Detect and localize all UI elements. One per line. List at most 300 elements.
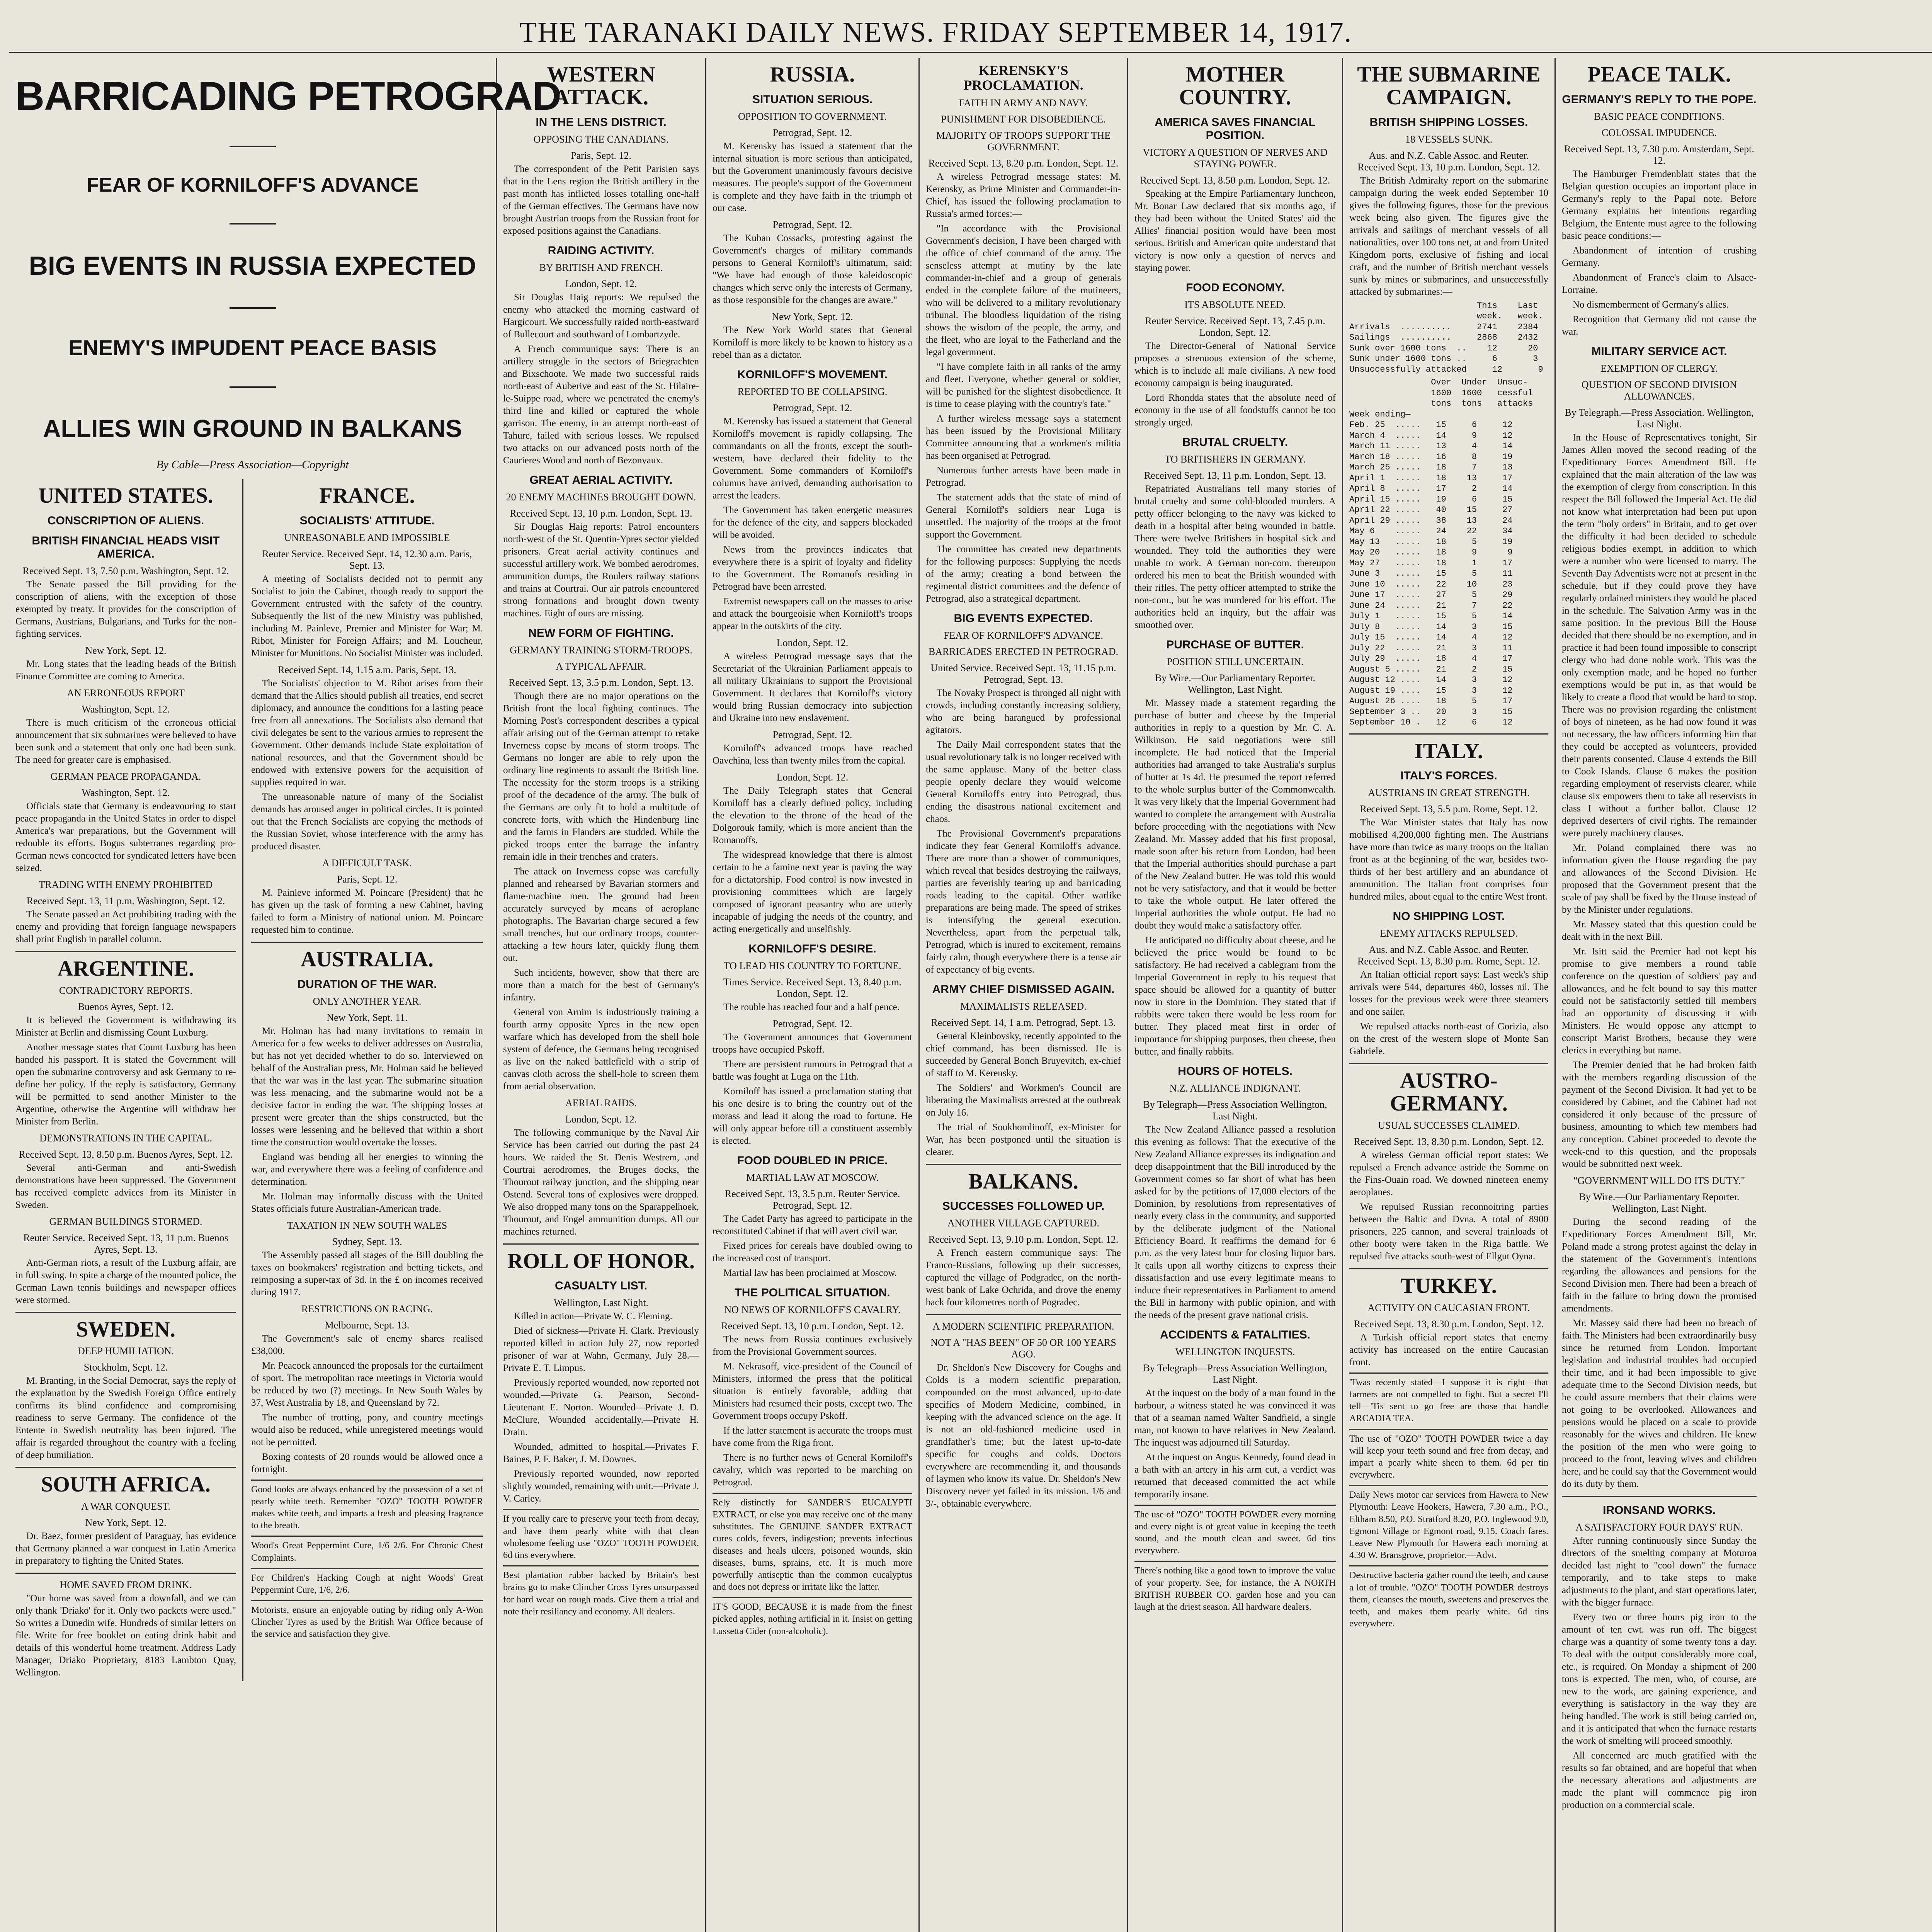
article-text: Sir Douglas Haig reports: We repulsed the enemy who attacked the morning eastward of Hargicourt. We successfully raided north-eastward of Bullecourt and southward of Lombartzyde.: [503, 292, 699, 340]
article-text: The Kuban Cossacks, protesting against the Government's charges of military commands persons to General Korniloff's ultimatum, said: "We have had enough of those kaleidoscopic changes which serve only the interests of Germany, as those responsible for the changes are aware.": [713, 233, 912, 305]
subhead: ARMY CHIEF DISMISSED AGAIN.: [932, 983, 1115, 996]
article-text: The Cadet Party has agreed to participate in the reconstituted Cabinet if that will avert civil war.: [713, 1213, 912, 1236]
dateline: Received Sept. 13, 8.20 p.m. London, Sept. 12.: [928, 157, 1119, 169]
article-text: We repulsed attacks north-east of Gorizia, also on the crest of the western slope of Monte San Gabriele.: [1349, 1021, 1548, 1057]
subhead: BRITISH SHIPPING LOSSES.: [1369, 116, 1528, 129]
divider: [15, 1467, 236, 1468]
article-text: Mr. Poland complained there was no information given the House regarding the pay and allowances of the Second Division. He proposed that the Government present that the scale of pay shall be fixed by the House instead of by the Minister under regulations.: [1562, 842, 1757, 915]
dateline: Received Sept. 13, 10 p.m. London, Sept. 13.: [510, 507, 692, 519]
advertisement: Best plantation rubber backed by Britain's best brains go to make Clincher Cross Tyres unsurpassed for hard wear on rough roads. Give them a trial and note their resiliancy and economy. All dealers.: [503, 1565, 699, 1618]
subhead: ONLY ANOTHER YEAR.: [313, 995, 422, 1007]
subhead: A TYPICAL AFFAIR.: [556, 660, 646, 672]
article-text: Killed in action—Private W. C. Fleming.: [514, 1311, 672, 1322]
dateline: Buenos Ayres, Sept. 12.: [78, 1001, 174, 1012]
article-text: Wounded, admitted to hospital.—Privates F. Baines, P. F. Baker, J. M. Downes.: [503, 1442, 699, 1465]
divider: [230, 223, 276, 224]
dateline: Sydney, Sept. 13.: [332, 1236, 402, 1247]
article-text: The Senate passed the Bill providing for the conscription of aliens, with the exception of those exempted by treaty. It provides for the conscription of Germans, Austrians, Bulgarians, and Turks for the non-fighting services.: [15, 579, 236, 639]
dateline: Received Sept. 13, 11 p.m. London, Sept. 13.: [1144, 469, 1327, 481]
section-head: FRANCE.: [319, 484, 415, 508]
ad-head: HOME SAVED FROM DRINK.: [60, 1579, 192, 1591]
subhead: AUSTRIANS IN GREAT STRENGTH.: [1368, 787, 1530, 799]
column-russia: [706, 58, 920, 1932]
advertisement: Good looks are always enhanced by the possession of a set of pearly white teeth. Remember "OZO" TOOTH POWDER makes white teeth, and imparts a fresh and pleasing fragrance to the breath.: [251, 1480, 483, 1532]
subhead: FEAR OF KORNILOFF'S ADVANCE.: [943, 629, 1104, 641]
article-text: Lord Rhondda states that the absolute need of economy in the use of all foodstuffs cannot be too strongly urged.: [1134, 392, 1336, 428]
article-text: An Italian official report says: Last week's ship arrivals were 544, departures 460, losses nil. The losses for the previous week were three steamers and one sailer.: [1349, 969, 1548, 1017]
divider: [926, 1164, 1121, 1165]
subhead: IRONSAND WORKS.: [1603, 1503, 1716, 1517]
dateline: Received Sept. 13, 10 p.m. London, Sept. 12.: [721, 1320, 904, 1332]
article-text: The correspondent of the Petit Parisien says that in the Lens region the British artillery in the past month has inflicted losses totalling one-half of the German effectives. The Germans have now brought Austrian troops from the Russian front for exposed positions against the Canadians.: [503, 163, 699, 236]
dateline: Wellington, Last Night.: [554, 1297, 648, 1309]
article-text: Previously reported wounded, now reported slightly wounded, remaining with unit.—Private J. V. Carley.: [503, 1469, 699, 1504]
dateline: Reuter Service. Received Sept. 13, 7.45 p.m. London, Sept. 12.: [1145, 315, 1325, 338]
section-head: ITALY.: [1415, 739, 1483, 763]
section-head: SOUTH AFRICA.: [41, 1473, 211, 1497]
dateline: Petrograd, Sept. 12.: [772, 729, 852, 740]
subhead: BARRICADES ERECTED IN PETROGRAD.: [928, 646, 1119, 657]
column-lead: [9, 58, 561, 1932]
article-text: Extremist newspapers call on the masses to arise and attack the bourgeoisie when Korniloff's troops appear in the outskirts of the city.: [713, 596, 912, 631]
divider: [15, 1312, 236, 1313]
divider: [230, 386, 276, 388]
subhead: FAITH IN ARMY AND NAVY.: [959, 97, 1088, 109]
article-text: Another message states that Count Luxburg has been handed his passport. It is stated the Government will open the submarine controversy and ask Germany to re-define her policy. If the reply is satisfactory, Germany will be permitted to send another Minister to the Argentine, otherwise the Argentine will withdraw her Minister from Berlin.: [15, 1042, 236, 1127]
subhead: NO NEWS OF KORNILOFF'S CAVALRY.: [724, 1304, 901, 1315]
lead-subhead-3: ENEMY'S IMPUDENT PEACE BASIS: [68, 335, 437, 360]
advertisement: Dr. Sheldon's New Discovery for Coughs and Colds is a modern scientific preparation, compounded on the most advanced, up-to-date specifics of Modern Medicine, combined, in keeping with the advanced science on the age. It is not an old-fashioned medicine used in grandfather's time; but the latest up-to-date specific for coughs and colds. Doctors everywhere are recommending it, and thousands of laymen who know its value. Dr. Sheldon's New Discovery never yet failed in its mission. 1/6 and 3/-, obtainable everywhere.: [926, 1362, 1121, 1509]
ad-head: A MODERN SCIENTIFIC PREPARATION.: [932, 1321, 1114, 1332]
divider: [230, 307, 276, 309]
subhead: BY BRITISH AND FRENCH.: [539, 262, 663, 273]
subhead: KORNILOFF'S MOVEMENT.: [737, 368, 888, 381]
column-submarine-campaign: [1343, 58, 1556, 1932]
column-peace-talk: [1556, 58, 1763, 1932]
article-text: Though there are no major operations on the British front the local fighting continues. The Morning Post's correspondent describes a typical affair arising out of the German attempt to retake Inverness copse by means of storm troops. The Germans no longer are able to rely upon the ordinary line regiments to assault the British line. The necessity for the storm troops is a striking proof of the decadence of the army. The bulk of the Germans are only fit to hold a multitude of concrete forts, with which the Hindenburg line and the farms in Flanders are studded. While the picked troops enter the barrage the infantry remain idle in their trenches and craters.: [503, 690, 699, 862]
divider: [503, 1243, 699, 1245]
article-text: During the second reading of the Expeditionary Forces Amendment Bill, Mr. Poland made a strong protest against the delay in the statement of the Government's intentions regarding the allowances and pensions for the Second Division men. There had been a breach of faith in the failure to bring down the promised amendments.: [1562, 1216, 1757, 1314]
article-text: General Kleinbovsky, recently appointed to the chief command, has been dismissed. He is succeeded by General Bonch Bruyevitch, ex-chief of staff to M. Kerensky.: [926, 1031, 1121, 1078]
dateline: New York, Sept. 11.: [327, 1012, 408, 1023]
article-text: Mr. Holman may informally discuss with the United States officials future Australian-American trade.: [251, 1191, 483, 1214]
lead-subcolumns: [15, 479, 490, 1681]
article-text: There is much criticism of the erroneous official announcement that six submarines were believed to have been sunk and a statement that only one had been sunk. The need for greater care is emphasised.: [15, 717, 236, 765]
article-text: All concerned are much gratified with the results so far obtained, and are hopeful that when the necessary alterations and adjustments are made the plant will commence pig iron production on a commercial scale.: [1562, 1750, 1757, 1810]
dateline: London, Sept. 12.: [776, 771, 849, 783]
weekly-losses-table: Over Under Unsuc- 1600 1600 cessful tons tons attacks Week ending— Feb. 25 ..... 15 6 12 March 4 ..... 14 9 12 March 11 ..... 13 4 14 March 18 ..... 16 8 19 March 25 ..... 18 7 13 April 1 ..... 18 13 17 April 8 ..... 17 2 14 April 15 ..... 19 6 15 April 22 ..... 40 15 27 April 29 ..... 38 13 24 May 6 ..... 24 22 34 May 13 ..... 18 5 19 May 20 ..... 18 9 9 May 27 ..... 18 1 17 June 3 ..... 15 5 11 June 10 ..... 22 10 23 June 17 ..... 27 5 29 June 24 ..... 21 7 22 July 1 ..... 15 5 14 July 8 ..... 14 3 15 July 15 ..... 14 4 12 July 22 ..... 21 3 11 July 29 ..... 18 4 17 August 5 ..... 21 2 15 August 12 .... 14 3 12 August 19 .... 15 3 12 August 26 .... 18 5 17 September 3 .. 20 3 15 September 10 . 12 6 12: [1349, 378, 1533, 728]
advertisement: Daily News motor car services from Hawera to New Plymouth: Leave Hookers, Hawera, 7.30 a.m., P.O., Eltham 8.50, P.O. Stratford 8.20, P.O. Inglewood 9.0, Egmont Village or Egmont road, 9.15. Coach fares. Leave New Plymouth for Hawera each morning at 4.30 W. Bransgrove, proprietor.—Advt.: [1349, 1485, 1548, 1561]
dateline: Melbourne, Sept. 13.: [325, 1319, 410, 1331]
section-head: AUSTRO-GERMANY.: [1390, 1069, 1508, 1116]
dateline: Reuter Service. Received Sept. 13, 11 p.m. Buenos Ayres, Sept. 13.: [23, 1232, 228, 1255]
article-text: England was bending all her energies to winning the war, and everywhere there was a feeling of confidence and determination.: [251, 1151, 483, 1187]
advertisement: The use of "OZO" TOOTH POWDER every morning and every night is of great value in keeping the teeth sound, and the mouth clean and sweet. 6d tins everywhere.: [1134, 1505, 1336, 1557]
dateline: London, Sept. 12.: [565, 1113, 637, 1125]
article-text: The Daily Telegraph states that General Korniloff has a clearly defined policy, including the elevation to the throne of the head of the Dolgorouk family, which is more ancient than the Romanoffs.: [713, 785, 912, 845]
subhead: MAJORITY OF TROOPS SUPPORT THE GOVERNMENT.: [936, 129, 1111, 153]
article-text: "I have complete faith in all ranks of the army and fleet. Everyone, whether general or soldier, will be punished for the slightest disobedience. It is time to cease playing with the country's fate.": [926, 361, 1121, 409]
dateline: Paris, Sept. 12.: [571, 150, 631, 161]
banner-headline: BARRICADING PETROGRAD: [15, 74, 561, 119]
article-text: Mr. Massey stated that this question could be dealt with in the next Bill.: [1562, 919, 1757, 942]
article-text: The statement adds that the state of mind of General Korniloff's soldiers near Luga is unsettled. The majority of the troops at the front support the Government.: [926, 492, 1121, 540]
subhead: 18 VESSELS SUNK.: [1405, 133, 1493, 145]
subhead: BRITISH FINANCIAL HEADS VISIT AMERICA.: [32, 534, 220, 560]
lead-subhead-4: ALLIES WIN GROUND IN BALKANS: [43, 415, 462, 442]
dateline: Received Sept. 13, 5.5 p.m. Rome, Sept. 12.: [1360, 803, 1538, 815]
article-text: A further wireless message says a statement has been issued by the Provisional Military Committee announcing that a workmen's militia has been organised at Petrograd.: [926, 413, 1121, 461]
article-text: The New Zealand Alliance passed a resolution this evening as follows: That the executive of the New Zealand Alliance expresses its indignation and deep disappointment that the Bill introduced by the Government comes so far short of what has been asked for by the petitions of 17,000 electors of the Dominion, by resolutions from representatives of nearly every class in the community, and supported by the deliberate judgment of the National Efficiency Board. It reaffirms the demand for 6 p.m. as the very latest hour for closing liquor bars. It calls upon all worthy citizens to express their dissatisfaction and use every legitimate means to induce their representatives in Parliament to amend the Bill in harmony with public opinion, and with the needs of the present grave national crisis.: [1134, 1124, 1336, 1320]
section-head: BALKANS.: [968, 1169, 1078, 1194]
dateline: Washington, Sept. 12.: [82, 703, 170, 715]
dateline: Petrograd, Sept. 12.: [772, 402, 852, 413]
dateline: Petrograd, Sept. 12.: [772, 219, 852, 230]
article-text: M. Branting, in the Social Democrat, says the reply of the explanation by the Swedish Foreign Office entirely confirms its blind confidence and compromising readiness to serve Germany. The confidence of the Entente in Swedish neutrality has been injured. The affair is regarded throughout the country with a feeling of deep humiliation.: [15, 1376, 236, 1461]
subhead: AMERICA SAVES FINANCIAL POSITION.: [1155, 116, 1316, 142]
ad-head: NOT A "HAS BEEN" OF 50 OR 100 YEARS AGO.: [930, 1337, 1116, 1360]
article-text: He anticipated no difficulty about cheese, and he believed the price would be found to be satisfactory. He had received a cablegram from the Imperial Government in reply to his request that space should be allowed for a quantity of butter now in store in the Dominion. They stated that if rabbits were taken there would be less room for butter. They placed meat first in order of importance for shipping purposes, then cheese, then butter, and finally rabbits.: [1134, 935, 1336, 1057]
article-text: The trial of Soukhomlinoff, ex-Minister for War, has been postponed until the situation is clearer.: [926, 1122, 1121, 1157]
advertisement: "Our home was saved from a downfall, and we can only thank 'Driako' for it. Only two packets were used." So writes a Dunedin wife. Hundreds of similar letters on file. Write for free booklet on eating drink habit and details of this wonderful home treatment. Address Lady Manager, Driako Proprietary, 8183 Lambton Quay, Wellington.: [15, 1593, 236, 1678]
dateline: Received Sept. 14, 1 a.m. Petrograd, Sept. 13.: [931, 1017, 1116, 1028]
article-text: Mr. Massey said there had been no breach of faith. The Ministers had been extraordinarily busy since he returned from London. Important legislation and industrial troubles had occupied their time, and it had been impossible to give adequate time to the Second Division needs, but he could assure members that their claims were not going to be overlooked. Allowances and pensions would be placed on a scale to provide reasonably for the wives and children. He knew the position of the men who were going to proceed to the front, leaving wives and children here, and he could say that the Government would do its duty by them.: [1562, 1318, 1757, 1489]
advertisement: Wood's Great Peppermint Cure, 1/6 2/6. For Chronic Chest Complaints.: [251, 1536, 483, 1564]
article-text: Abandonment of France's claim to Alsace-Lorraine.: [1562, 272, 1757, 295]
column-kerensky: [920, 58, 1128, 1932]
subhead: POSITION STILL UNCERTAIN.: [1167, 656, 1304, 667]
article-text: The Government's sale of enemy shares realised £38,000.: [251, 1333, 483, 1356]
subhead: DURATION OF THE WAR.: [297, 978, 437, 991]
article-text: Mr. Massey made a statement regarding the purchase of butter and cheese by the Imperial authorities in reply to a question by Mr. C. A. Wilkinson. He said negotiations were still incomplete. He had noticed that the Imperial authorities had arranged to take Australia's surplus of butter at 1s 4d. He presumed the report referred to the whole surplus butter of the Commonwealth. It was very likely that the Imperial Government had wanted to complete the arrangement with Australia before proceeding with the negotiations with New Zealand. Mr. Massey added that his first proposal, made soon after his return from London, had been that the Imperial authorities should purchase a part of the New Zealand butter. He was told this would not be very satisfactory, and that it would be better to take the whole output. He later offered the Imperial authorities the whole output. He had no doubt they would make a satisfactory offer.: [1134, 697, 1336, 931]
article-text: Recognition that Germany did not cause the war.: [1562, 314, 1757, 337]
article-text: In the House of Representatives tonight, Sir James Allen moved the second reading of the Expeditionary Forces Amendment Bill. He explained that the main alteration of the law was the exemption of clergy from conscription. In this respect the Bill followed the Imperial Act. He did not know what interpretation had been put upon the term "holy orders" in Britain, and to get over the difficulty it had been decided to schedule religious bodies exempt, in addition to which were a number who were licensed to marry. The Seventh Day Adventists were not at present in the schedule, but if they could prove they have regularly ordained ministers they would be placed in the schedule. The Salvation Army was in the same position. In the previous Bill the House decided that there should be no exemption, and in practice it had been found impossible to conscript clergy who had done noble work. This was the only exemption made, and he hoped no further exemptions would be put in, as that would be likely to create a flood that would be hard to stop. There was no provision regarding the enlistment of boys of nineteen, as he had now found it was not necessary, the law officers informing him that they could be accepted as volunteers, provided their parents consented. Clause 4 extends the Bill to Cook Islands. Clause 6 makes the position regarding employment of reservists clearer, while clause six empowers them to take all reservists in class I without a further ballot. Clause 12 deprived deserters of civil rights. The remainder were purely machinery clauses.: [1562, 432, 1757, 838]
subhead: DEEP HUMILIATION.: [78, 1345, 174, 1357]
article-text: A meeting of Socialists decided not to permit any Socialist to join the Cabinet, though ready to support the Government entrusted with the safety of the country. Subsequently the list of the new Ministry was published, including M. Painleve, Premier and Minister for War; M. Ribot, Minister for Foreign Affairs; and M. Loucheur, Minister for Munitions. No Socialist Minister was included.: [251, 573, 483, 658]
divider: [1562, 1496, 1757, 1497]
article-text: "In accordance with the Provisional Government's decision, I have been charged with the office of chief command of the army. The senseless attempt at mutiny by the late commander-in-chief and a group of generals ended in the complete failure of the mutineers, who will be delivered to a military revolutionary tribunal. The bloodless liquidation of the rising shows the wisdom of the people, the army, and the fleet, who are loyal to the Fatherland and the legal government.: [926, 223, 1121, 357]
subhead: NEW FORM OF FIGHTING.: [528, 626, 674, 639]
article-text: Anti-German riots, a result of the Luxburg affair, are in full swing. In spite a charge of the mounted police, the German Lawn tennis buildings and newspaper offices were stormed.: [15, 1257, 236, 1305]
article-text: We repulsed Russian reconnoitring parties between the Baltic and Dvna. A total of 8900 prisoners, 225 cannon, and several trainloads of other booty were taken in the Riga battle. We repulsed five attacks south-west of Ellgut Oyna.: [1349, 1201, 1548, 1262]
article-text: The following communique by the Naval Air Service has been carried out during the past 24 hours. We raided the St. Denis Westrem, and Courtrai aerodromes, the Bruges docks, the Thourout railway junction, and the shipping near Ostend. Several tons of explosives were dropped. We also dropped many tons on the Sparappelhoek, Thourout, and Engel ammunition dumps. All our machines returned.: [503, 1127, 699, 1237]
article-text: The Socialists' objection to M. Ribot arises from their demand that the Allies should publish all treaties, end secret diplomacy, and announce the conditions for a lasting peace free from all annexations. The Socialists also demand that civil delegates be sent to the various armies to represent the Government. Other demands include State exploitation of national resources, and that the Government should be endowed with extensive powers for the acquisition of supplies required in war.: [251, 678, 483, 787]
article-text: There is no further news of General Korniloff's cavalry, which was reported to be marching on Petrograd.: [713, 1452, 912, 1488]
advertisement: The use of "OZO" TOOTH POWDER twice a day will keep your teeth sound and free from decay, and impart a pearly white sheen to them. 6d per tin everywhere.: [1349, 1429, 1548, 1481]
subhead: A WAR CONQUEST.: [81, 1501, 170, 1512]
subhead: MAXIMALISTS RELEASED.: [960, 1000, 1087, 1012]
article-text: Repatriated Australians tell many stories of brutal cruelty and some cold-blooded murders. A petty officer belonging to the navy was kicked to death in a hospital after being wounded in battle. There were twelve Britishers in hospital sick and wounded. They told the authorities they were unable to work. A German non-com. thereupon ordered his men to beat the British wounded with their rifles. The petty officer attempted to strike the non-com., but he was murdered for his effort. The authorities held an inquiry, but the affair was smoothed over.: [1134, 483, 1336, 630]
advertisement: There's nothing like a good town to improve the value of your property. See, for instance, the A NORTH BRITISH RUBBER CO. garden hose and you can laugh at the driest season. All hardware dealers.: [1134, 1561, 1336, 1613]
article-text: A French eastern communique says: The Franco-Russians, following up their successes, captured the village of Podgradec, on the north-west bank of Lake Ochrida, and drove the enemy back four kilometres north of Pogradec.: [926, 1248, 1121, 1308]
article-text: The Assembly passed all stages of the Bill doubling the taxes on bookmakers' registration and betting tickets, and reimposing a super-tax of 3d. in the £ on incomes received during 1917.: [251, 1250, 483, 1298]
article-text: Mr. Holman has had many invitations to remain in America for a few weeks to deliver addresses on Australia, but has not yet decided whether to do so. Interviewed on behalf of the Australian press, Mr. Holman said he believed that the war was in the last year. The submarine situation was less menacing, and the submarine would not be a decisive factor in ending the war. The shipping losses at present were greater than the ships constructed, but the losses were lessening and he believed that within a short time the construction would overtake the losses.: [251, 1026, 483, 1148]
article-text: The Director-General of National Service proposes a strenuous extension of the scheme, which is to include all male civilians. A new food economy campaign is being inaugurated.: [1134, 340, 1336, 388]
masthead: [9, 9, 1932, 53]
article-text: The Novaky Prospect is thronged all night with crowds, including constantly increasing soldiery, who are being harangued by professional agitators.: [926, 687, 1121, 735]
subhead: RESTRICTIONS ON RACING.: [301, 1303, 433, 1315]
article-text: The Soldiers' and Workmen's Council are liberating the Maximalists arrested at the outbreak on July 16.: [926, 1082, 1121, 1118]
subhead: "GOVERNMENT WILL DO ITS DUTY.": [1573, 1175, 1745, 1186]
article-text: The Government has taken energetic measures for the defence of the city, and sappers blockaded will be avoided.: [713, 505, 912, 540]
section-head: MOTHER COUNTRY.: [1179, 63, 1291, 109]
article-text: The committee has created new departments for the following purposes: Supplying the needs of the army; creating a bond between the regimental district committees and the defence of Petrograd, also a strategical department.: [926, 544, 1121, 604]
subhead: ITS ABSOLUTE NEED.: [1184, 299, 1286, 310]
article-text: The Government announces that Government troops have occupied Pskoff.: [713, 1032, 912, 1055]
subhead: GERMANY TRAINING STORM-TROOPS.: [510, 644, 692, 656]
subhead: TRADING WITH ENEMY PROHIBITED: [39, 879, 213, 890]
article-text: After running continuously since Sunday the directors of the smelting company at Moturoa decided last night to "cool down" the furnace temporarily, and to take steps to make adjustments to the plant, and start operations later, with the bigger furnace.: [1562, 1535, 1757, 1608]
dateline: Received Sept. 13, 9.10 p.m. London, Sept. 12.: [928, 1234, 1119, 1245]
article-text: Mr. Peacock announced the proposals for the curtailment of sport. The metropolitan race meetings in Victoria would be reduced by two (?) meetings. In New South Wales by 37, West Australia by 18, and Queensland by 72.: [251, 1360, 483, 1408]
article-text: News from the provinces indicates that everywhere there is a spirit of loyalty and fidelity to the Government. The Romanofs residing in Petrograd have been arrested.: [713, 544, 912, 592]
section-head: ROLL OF HONOR.: [507, 1249, 695, 1273]
article-text: If the latter statement is accurate the troops must have come from the Riga front.: [713, 1425, 912, 1448]
article-text: Fixed prices for cereals have doubled owing to the increased cost of transport.: [713, 1240, 912, 1264]
subhead: FOOD ECONOMY.: [1185, 281, 1284, 294]
subhead: HOURS OF HOTELS.: [1178, 1065, 1293, 1078]
subhead: AERIAL RAIDS.: [565, 1097, 637, 1109]
article-text: The New York World states that General Korniloff is more likely to be known to history as a rebel than as a dictator.: [713, 325, 912, 360]
dateline: Reuter Service. Received Sept. 14, 12.30 a.m. Paris, Sept. 13.: [262, 548, 472, 571]
article-text: The news from Russia continues exclusively from the Provisional Government sources.: [713, 1334, 912, 1357]
subhead: ACTIVITY ON CAUCASIAN FRONT.: [1367, 1302, 1530, 1313]
subhead: QUESTION OF SECOND DIVISION ALLOWANCES.: [1581, 379, 1737, 402]
dateline: United Service. Received Sept. 13, 11.15 p.m. Petrograd, Sept. 13.: [930, 662, 1116, 685]
article-text: A Turkish official report states that enemy activity has increased on the entire Caucasian front.: [1349, 1332, 1548, 1367]
byline: By Cable—Press Association—Copyright: [156, 458, 349, 471]
article-text: A wireless German official report states: We repulsed a French advance astride the Somme on the Fins-Ouain road. We downed nineteen enemy aeroplanes.: [1349, 1150, 1548, 1197]
dateline: New York, Sept. 12.: [85, 645, 167, 656]
dateline: Times Service. Received Sept. 13, 8.40 p.m. London, Sept. 12.: [723, 976, 902, 999]
subhead: GERMAN BUILDINGS STORMED.: [49, 1216, 202, 1227]
article-text: At the inquest on Angus Kennedy, found dead in a bath with an artery in his arm cut, a verdict was returned that deceased committed the act while temporarily insane.: [1134, 1452, 1336, 1500]
article-text: Martial law has been proclaimed at Moscow.: [723, 1267, 897, 1278]
subhead: A DIFFICULT TASK.: [322, 857, 412, 869]
dateline: Received Sept. 13, 3.5 p.m. London, Sept. 13.: [509, 677, 694, 688]
subhead: VICTORY A QUESTION OF NERVES AND STAYING POWER.: [1143, 146, 1328, 170]
subhead: OPPOSING THE CANADIANS.: [533, 133, 669, 145]
subhead: PURCHASE OF BUTTER.: [1166, 638, 1304, 651]
article-text: The War Minister states that Italy has now mobilised 4,200,000 fighting men. The Austrians have more than twice as many troops on the Italian front as at the beginning of the war, besides two-thirds of her best artillery and an abundance of ammunition. The Italian front comprises four hundred miles, about equal to the entire West front.: [1349, 817, 1548, 902]
subhead: RAIDING ACTIVITY.: [548, 244, 655, 257]
dateline: By Telegraph—Press Association Wellington, Last Night.: [1143, 1099, 1327, 1122]
subhead: PUNISHMENT FOR DISOBEDIENCE.: [941, 113, 1106, 125]
article-text: Mr. Long states that the leading heads of the British Finance Committee are coming to America.: [15, 658, 236, 682]
subhead: EXEMPTION OF CLERGY.: [1600, 362, 1718, 374]
column-mother-country: [1128, 58, 1343, 1932]
subhead: GREAT AERIAL ACTIVITY.: [529, 473, 673, 486]
article-text: The British Admiralty report on the submarine campaign during the week ended September 10 gives the following figures, those for the previous week being also given. The figures give the arrivals and sailings of merchant vessels of all nationalities, over 100 tons net, at and from United Kingdom ports, exclusive of fishing and local craft, and the number of British merchant vessels sunk by mines or submarines, and unsuccessfully attacked by submarines:—: [1349, 175, 1548, 297]
subcolumn-right: [243, 479, 483, 1681]
dateline: Petrograd, Sept. 12.: [772, 1018, 852, 1029]
dateline: Received Sept. 13, 7.30 p.m. Amsterdam, Sept. 12.: [1564, 143, 1754, 166]
article-text: A wireless Petrograd message states: M. Kerensky, as Prime Minister and Commander-in-Chief, has issued the following proclamation to Russia's armed forces:—: [926, 171, 1121, 219]
article-text: Every two or three hours pig iron to the amount of ten cwt. was run off. The biggest charge was a quantity of some twenty tons a day. To deal with the output considerably more coal, etc., is required. On Monday a shipment of 200 tons is expected. The men, who, of course, are new to the work, are gaining experience, and everything is satisfactory in the way they are being handled. The work is still being carried on, and it is anticipated that when the furnace restarts the work of smelting will proceed smoothly.: [1562, 1612, 1757, 1746]
article-text: Abandonment of intention of crushing Germany.: [1562, 245, 1757, 268]
subhead: CONSCRIPTION OF ALIENS.: [47, 514, 204, 527]
section-head: KERENSKY'S PROCLAMATION.: [963, 63, 1083, 93]
article-text: Boxing contests of 20 rounds would be allowed once a fortnight.: [251, 1451, 483, 1475]
subhead: ACCIDENTS & FATALITIES.: [1160, 1328, 1310, 1341]
subhead: GERMAN PEACE PROPAGANDA.: [50, 770, 201, 782]
subhead: SUCCESSES FOLLOWED UP.: [942, 1200, 1105, 1213]
divider: [230, 146, 276, 147]
section-head: SWEDEN.: [76, 1317, 175, 1342]
divider: [1349, 1063, 1548, 1064]
subhead: BASIC PEACE CONDITIONS.: [1594, 111, 1725, 122]
subhead: OPPOSITION TO GOVERNMENT.: [738, 111, 887, 122]
section-head: THE SUBMARINE CAMPAIGN.: [1357, 63, 1541, 109]
subhead: TO BRITISHERS IN GERMANY.: [1165, 453, 1306, 465]
subhead: COLOSSAL IMPUDENCE.: [1601, 127, 1717, 138]
article-text: Died of sickness—Private H. Clark. Previously reported killed in action July 27, now reported prisoner of war at Wahn, Germany, July 28.—Private E. T. Limpus.: [503, 1326, 699, 1374]
article-text: M. Kerensky has issued a statement that General Korniloff's movement is rapidly collapsing. The commandants on all the fronts, except the south-western, have declared their fidelity to the Government. Some commanders of Korniloff's columns have arrived, demanding authorisation to arrest the leaders.: [713, 416, 912, 501]
section-head: ARGENTINE.: [57, 956, 194, 981]
dateline: Stockholm, Sept. 12.: [83, 1362, 168, 1373]
subhead: USUAL SUCCESSES CLAIMED.: [1378, 1119, 1520, 1131]
dateline: Received Sept. 13, 8.30 p.m. London, Sept. 12.: [1354, 1136, 1544, 1147]
dateline: Petrograd, Sept. 12.: [772, 127, 852, 138]
subhead: CASUALTY LIST.: [555, 1279, 647, 1293]
dateline: Paris, Sept. 12.: [337, 873, 398, 885]
advertisement: Motorists, ensure an enjoyable outing by riding only A-Won Clincher Tyres as used by the British War Office because of the service and satisfaction they give.: [251, 1600, 483, 1641]
subhead: 20 ENEMY MACHINES BROUGHT DOWN.: [506, 491, 696, 503]
subhead: SOCIALISTS' ATTITUDE.: [299, 514, 435, 527]
section-head: TURKEY.: [1401, 1274, 1497, 1298]
article-text: General von Arnim is industriously training a fourth army opposite Ypres in the new open warfare which has developed from the shell hole system of defence, the Germans being recognised as live on the naked battlefield with a strip of canvas cloth across the shell-hole to screen them from aerial observation.: [503, 1007, 699, 1092]
article-text: The rouble has reached four and a half pence.: [723, 1002, 900, 1012]
article-text: The Premier denied that he had broken faith with the members regarding discussion of the payment of the Second Division. It had yet to be considered by Cabinet, and the Cabinet had not considered it only because of the pressure of business, amounting to which few members had any conception. Cabinet proceeded to devote the week-end to this question, and the proposals would be submitted next week.: [1562, 1060, 1757, 1169]
section-head: AUSTRALIA.: [301, 947, 434, 971]
article-text: Such incidents, however, show that there are more than a match for the best of Germany's infantry.: [503, 967, 699, 1003]
article-text: The Daily Mail correspondent states that the usual revolutionary talk is no longer received with the same applause. Many of the better class people openly declare they would welcome General Korniloff's entry into Petrograd, thus ending the disastrous national excitement and chaos.: [926, 739, 1121, 824]
divider: [15, 1573, 236, 1574]
subhead: GERMANY'S REPLY TO THE POPE.: [1562, 93, 1757, 106]
dateline: Received Sept. 14, 1.15 a.m. Paris, Sept. 13.: [278, 664, 456, 675]
article-text: Sir Douglas Haig reports: Patrol encounters north-west of the St. Quentin-Ypres sector yielded prisoners. Great aerial activity continues and successful artillery work. We bombed aerodromes, ammunition dumps, the Roulers railway stations and trains at Courtrai. Our air patrols encountered strong formations and brought down twenty machines. Eight of ours are missing.: [503, 521, 699, 619]
article-text: Speaking at the Empire Parliamentary luncheon, Mr. Bonar Law declared that six months ago, if they had been without the United States' aid the Allies' financial position would have been most serious. British and American quite understand that victory is now only a question of nerves and staying power.: [1134, 188, 1336, 273]
subhead: TO LEAD HIS COUNTRY TO FORTUNE.: [723, 960, 901, 971]
subhead: ANOTHER VILLAGE CAPTURED.: [947, 1218, 1100, 1229]
columns: [9, 58, 1932, 1932]
advertisement: If you really care to preserve your teeth from decay, and have them pearly white with that clean wholesome feeling use "OZO" TOOTH POWDER. 6d tins everywhere.: [503, 1509, 699, 1561]
dateline: By Wire.—Our Parliamentary Reporter. Wellington, Last Night.: [1155, 672, 1316, 695]
dateline: By Wire.—Our Parliamentary Reporter. Wellington, Last Night.: [1579, 1191, 1740, 1214]
dateline: Aus. and N.Z. Cable Assoc. and Reuter. Received Sept. 13, 10 p.m. London, Sept. 12.: [1357, 150, 1540, 173]
article-text: M. Kerensky has issued a statement that the internal situation is more serious than anticipated, but the Government unanimously favours decisive measures. The people's support of the Government is complete and they have faith in the triumph of our case.: [713, 141, 912, 213]
article-text: It is believed the Government is withdrawing its Minister at Berlin and dismissing Count Luxburg.: [15, 1015, 236, 1038]
dateline: Received Sept. 13, 7.50 p.m. Washington, Sept. 12.: [22, 565, 229, 577]
lead-subhead-1: FEAR OF KORNILOFF'S ADVANCE: [87, 174, 418, 196]
dateline: New York, Sept. 12.: [772, 311, 853, 322]
article-text: Dr. Baez, former president of Paraguay, has evidence that Germany planned a war conquest in Latin America in preparatory to fighting the United States.: [15, 1531, 236, 1566]
section-head: PEACE TALK.: [1587, 63, 1731, 87]
article-text: The unreasonable nature of many of the Socialist demands has aroused anger in political circles. It is pointed out that the French Socialists are copying the methods of the Russian Soviet, whose interference with the army has produced disaster.: [251, 791, 483, 852]
article-text: The widespread knowledge that there is almost certain to be a famine next year is paving the way for a dictatorship. Food control is now invested in provisioning committees which are largely composed of ignorant peasantry who are utterly incapable of judging the needs of the country, and acting energetically and unselfishly.: [713, 849, 912, 934]
subhead: N.Z. ALLIANCE INDIGNANT.: [1169, 1082, 1301, 1094]
subcolumn-left: [15, 479, 243, 1681]
subhead: BRUTAL CRUELTY.: [1182, 435, 1288, 449]
dateline: Received Sept. 13, 8.30 p.m. London, Sept. 12.: [1354, 1318, 1544, 1330]
dateline: Washington, Sept. 12.: [82, 787, 170, 798]
divider: [15, 951, 236, 952]
lead-subhead-2: BIG EVENTS IN RUSSIA EXPECTED: [29, 251, 476, 281]
advertisement: Destructive bacteria gather round the teeth, and cause a lot of trouble. "OZO" TOOTH POWDER destroys them, cleanses the mouth, sweetens and preserves the teeth, and makes them pearly white. 6d tins everywhere.: [1349, 1565, 1548, 1630]
article-text: The attack on Inverness copse was carefully planned and rehearsed by Bavarian stormers and flame-machine men. The ground had been accurately surveyed by means of aeroplane photographs. The Bavarian charge secured a few small trenches, but our ordinary troops, counter-attacking a few hours later, quickly flung them out.: [503, 866, 699, 963]
divider: [1349, 733, 1548, 735]
subhead: IN THE LENS DISTRICT.: [536, 116, 667, 129]
article-text: Officials state that Germany is endeavouring to start peace propaganda in the United States in order to dispel America's war preparations, but the Government will redouble its efforts. Bogus subterranes regarding pro-German news concocted for syndicated letters have been seized.: [15, 801, 236, 873]
dateline: London, Sept. 12.: [776, 637, 849, 648]
article-text: Korniloff has issued a proclamation stating that his one desire is to bring the country out of the morass and lead it along the road to fortune. He will only appear before till a constituent assembly is elected.: [713, 1086, 912, 1146]
subhead: UNREASONABLE AND IMPOSSIBLE: [284, 532, 450, 543]
article-text: A wireless Petrograd message says that the Secretariat of the Ukrainian Parliament appeals to all military Ukrainians to support the Provisional Government. It declares that Korniloff's victory would bring Russian democracy into subjection and Ukraine into new enslavement.: [713, 651, 912, 723]
dateline: New York, Sept. 12.: [85, 1517, 167, 1529]
dateline: Received Sept. 13, 3.5 p.m. Reuter Service. Petrograd, Sept. 12.: [724, 1188, 900, 1211]
dateline: Received Sept. 13, 8.50 p.m. London, Sept. 12.: [1140, 174, 1330, 186]
section-head: RUSSIA.: [770, 63, 855, 87]
article-text: M. Nekrasoff, vice-president of the Council of Ministers, informed the press that the political situation is entirely favorable, adding that Ministers had resumed their posts, except two. The Government troops occupy Pskoff.: [713, 1361, 912, 1421]
section-head: WESTERN ATTACK.: [547, 63, 655, 109]
dateline: By Telegraph.—Press Association. Wellington, Last Night.: [1565, 406, 1754, 430]
shipping-losses-table: This Last week. week. Arrivals .......... 2741 2384 Sailings .......... 2868 2432 Sunk over 1600 tons .. 12 20 Sunk under 1600 tons .. 6 3 Unsuccessfully attacked 12 9: [1349, 301, 1543, 374]
dateline: By Telegraph—Press Association Wellington, Last Night.: [1143, 1362, 1327, 1385]
article-text: Mr. Isitt said the Premier had not kept his promise to give members a round table conference on the question of soldiers' pay and allowances, and he felt bound to say this matter could not be satisfactorily settled till members had an opportunity of discussing it with Ministers. He would oppose any attempt to conscript Marist Brothers, because they were clerics in everything but name.: [1562, 946, 1757, 1056]
article-text: Several anti-German and anti-Swedish demonstrations have been suppressed. The Government has received complete advices from its Minister in Sweden.: [15, 1162, 236, 1210]
advertisement: 'Twas recently stated—I suppose it is right—that farmers are not compelled to fight. But a secret I'll tell—'Tis sent to go free are those that handle ARCADIA TEA.: [1349, 1372, 1548, 1425]
subhead: MARTIAL LAW AT MOSCOW.: [746, 1172, 879, 1183]
dateline: London, Sept. 12.: [565, 278, 637, 289]
article-text: M. Painleve informed M. Poincare (President) that he has given up the task of forming a new Cabinet, having failed to form a Ministry of national union. M. Poincare requested him to continue.: [251, 887, 483, 935]
subhead: DEMONSTRATIONS IN THE CAPITAL.: [39, 1132, 212, 1144]
divider: [1349, 1268, 1548, 1269]
article-text: The Hamburger Fremdenblatt states that the Belgian question occupies an important place in Germany's reply to the Papal note. Before Germany explains her intentions regarding Belgium, the Entente must agree to the following basic peace conditions:—: [1562, 168, 1757, 241]
article-text: The number of trotting, pony, and country meetings would also be reduced, while unregistered meetings would not be permitted.: [251, 1412, 483, 1447]
article-text: The Senate passed an Act prohibiting trading with the enemy and providing that foreign language newspapers shall print English in parallel column.: [15, 909, 236, 944]
subhead: THE POLITICAL SITUATION.: [735, 1286, 890, 1299]
article-text: A French communique says: There is an artillery struggle in the sectors of Briegrachten and Bixschoote. We made two successful raids north-east of Auberive and east of the St. Hilaire-le-Suippe road, where we penetrated the enemy's third line and killed or captured the whole garrison. The enemy, in an attempt north-east of Tahure, failed with serious losses. We repulsed two attacks on our advanced posts north of the Caurieres Wood and north of Bezonvaux.: [503, 344, 699, 466]
subhead: REPORTED TO BE COLLAPSING.: [737, 386, 888, 397]
subhead: KORNILOFF'S DESIRE.: [748, 942, 876, 955]
advertisement: For Children's Hacking Cough at night Woods' Great Peppermint Cure, 1/6, 2/6.: [251, 1568, 483, 1596]
subhead: A SATISFACTORY FOUR DAYS' RUN.: [1575, 1521, 1743, 1533]
dateline: Received Sept. 13, 8.50 p.m. Buenos Ayres, Sept. 12.: [19, 1148, 233, 1160]
subhead: WELLINGTON INQUESTS.: [1175, 1346, 1295, 1357]
article-text: Korniloff's advanced troops have reached Oavchina, less than twenty miles from the capital.: [713, 743, 912, 766]
subhead: BIG EVENTS EXPECTED.: [954, 612, 1093, 625]
divider: [926, 1314, 1121, 1315]
subhead: NO SHIPPING LOST.: [1393, 910, 1505, 923]
dateline: Received Sept. 13, 11 p.m. Washington, Sept. 12.: [26, 895, 225, 906]
subhead: TAXATION IN NEW SOUTH WALES: [287, 1219, 447, 1231]
divider: [251, 942, 483, 943]
article-text: There are persistent rumours in Petrograd that a battle was fought at Luga on the 11th.: [713, 1059, 912, 1082]
column-western-attack: [497, 58, 706, 1932]
article-text: At the inquest on the body of a man found in the harbour, a witness stated he was convinced it was that of a seaman named Walter Sandfield, a single man, not known to have relatives in New Zealand. The inquest was adjourned till Saturday.: [1134, 1388, 1336, 1448]
article-text: No dismemberment of Germany's allies.: [1573, 299, 1729, 310]
subhead: ENEMY ATTACKS REPULSED.: [1380, 928, 1518, 939]
subhead: SITUATION SERIOUS.: [752, 93, 873, 106]
subhead: AN ERRONEOUS REPORT: [67, 687, 185, 699]
article-text: The Provisional Government's preparations indicate they fear General Korniloff's advance. There are more than a shower of communiques, which reveal that besides destroying the railways, parties are feverishly tearing up and barricading roads leading to the capital. Other warlike preparations are being made. The speed of strikes is intensifying the general execution. Nevertheless, apart from the perpetual talk, Petrograd, which is inured to excitement, remains fairly calm, though everywhere there is a tense air of expectancy of big events.: [926, 828, 1121, 975]
subhead: CONTRADICTORY REPORTS.: [59, 985, 193, 996]
advertisement: IT'S GOOD, BECAUSE it is made from the finest picked apples, nothing artificial in it. Insist on getting Lussetta Cider (non-alcoholic).: [713, 1597, 912, 1638]
article-text: Numerous further arrests have been made in Petrograd.: [926, 465, 1121, 488]
subhead: MILITARY SERVICE ACT.: [1591, 345, 1727, 358]
subhead: ITALY'S FORCES.: [1400, 769, 1497, 782]
masthead-title: THE TARANAKI DAILY NEWS. FRIDAY SEPTEMBER 14, 1917.: [519, 17, 1352, 48]
